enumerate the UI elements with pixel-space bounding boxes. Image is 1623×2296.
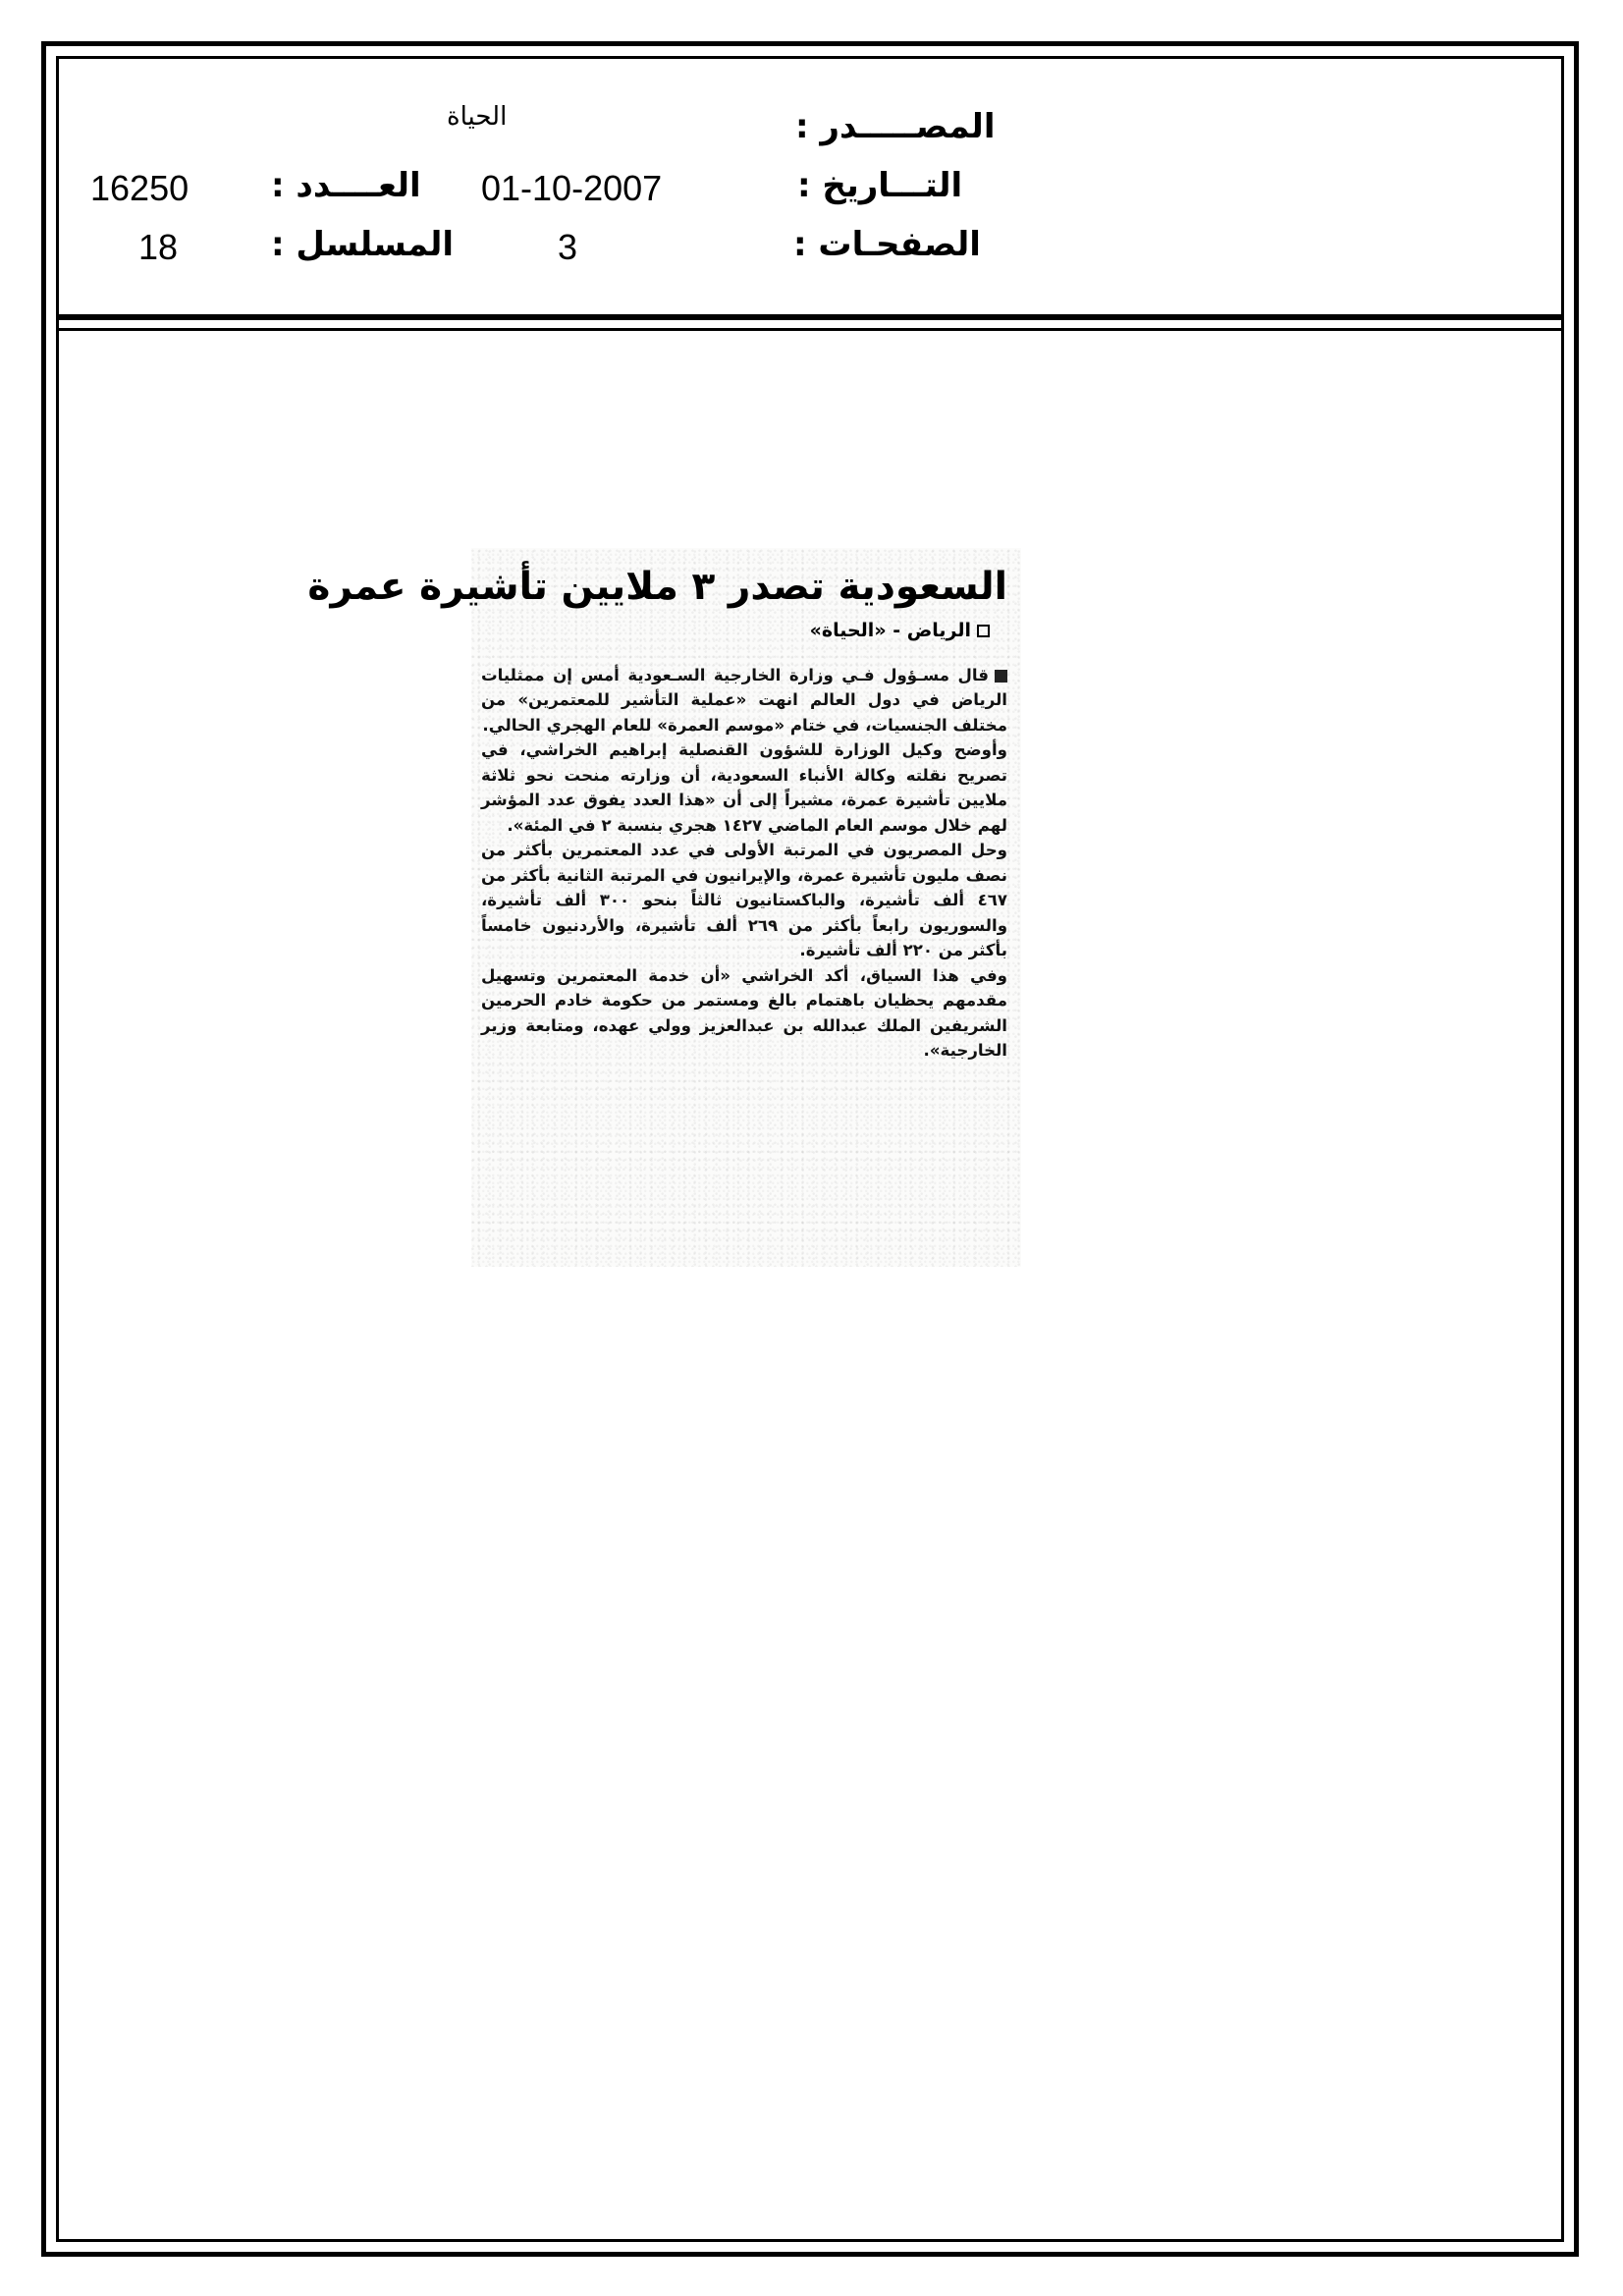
pages-value: 3 [558, 227, 578, 267]
source-value: الحياة [447, 102, 508, 132]
article-paragraph [481, 663, 1007, 738]
article-byline [481, 620, 990, 641]
square-outline-icon [977, 625, 990, 637]
byline-text: الرياض - «الحياة» [809, 619, 971, 641]
newspaper-clipping [307, 548, 1021, 1267]
paragraph-text: قال مسـؤول فـي وزارة الخارجية السـعودية أمس إن ممثليات الرياض في دول العالم انهت «عملية التأشير للمعتمرين» من مختلف الجنسيات، في ختام «موسم العمرة» للعام الهجري الحالي. [481, 665, 1007, 735]
square-bullet-icon [995, 670, 1007, 683]
date-value: 01-10-2007 [481, 168, 663, 208]
header-divider [56, 314, 1564, 320]
serial-value: 18 [138, 227, 179, 267]
header-divider-thin [56, 328, 1564, 331]
article-paragraph: وفي هذا السياق، أكد الخراشي «أن خدمة المعتمرين وتسهيل مقدمهم يحظيان باهتمام بالغ ومستمر من حكومة خادم الحرمين الشريفين الملك عبدالله بن عبدالعزيز وولي عهده، ومتابعة وزير الخارجية». [481, 965, 1007, 1061]
article-headline: السعودية تصدر ٣ ملايين تأشيرة عمرة [307, 565, 1007, 609]
source-label: المصـــــدر : [795, 107, 996, 146]
article-paragraph: وأوضح وكيل الوزارة للشؤون القنصلية إبراهيم الخراشي، في تصريح نقلته وكالة الأنباء السعودية، أن وزارته منحت نحو ثلاثة ملايين تأشيرة عمرة، مشيراً إلى أن «هذا العدد يفوق عدد المؤشر لهم خلال موسم العام الماضي ١٤٢٧ هجري بنسبة ٢ في المئة». [481, 740, 1007, 835]
article-paragraph: وحل المصريون في المرتبة الأولى في عدد المعتمرين بأكثر من نصف مليون تأشيرة عمرة، والإيرانيون في المرتبة الثانية بأكثر من ٤٦٧ ألف تأشيرة، والباكستانيون ثالثاً بنحو ٣٠٠ ألف تأشيرة، والسوريون رابعاً بأكثر من ٢٦٩ ألف تأشيرة، والأردنيون خامساً بأكثر من ٢٢٠ ألف تأشيرة. [481, 841, 1008, 960]
issue-value: 16250 [90, 168, 189, 208]
issue-label: العــــدد : [271, 166, 421, 205]
date-label: التـــاريخ : [797, 166, 963, 205]
serial-label: المسلسل : [271, 225, 455, 264]
pages-label: الصفحـات : [793, 225, 981, 264]
